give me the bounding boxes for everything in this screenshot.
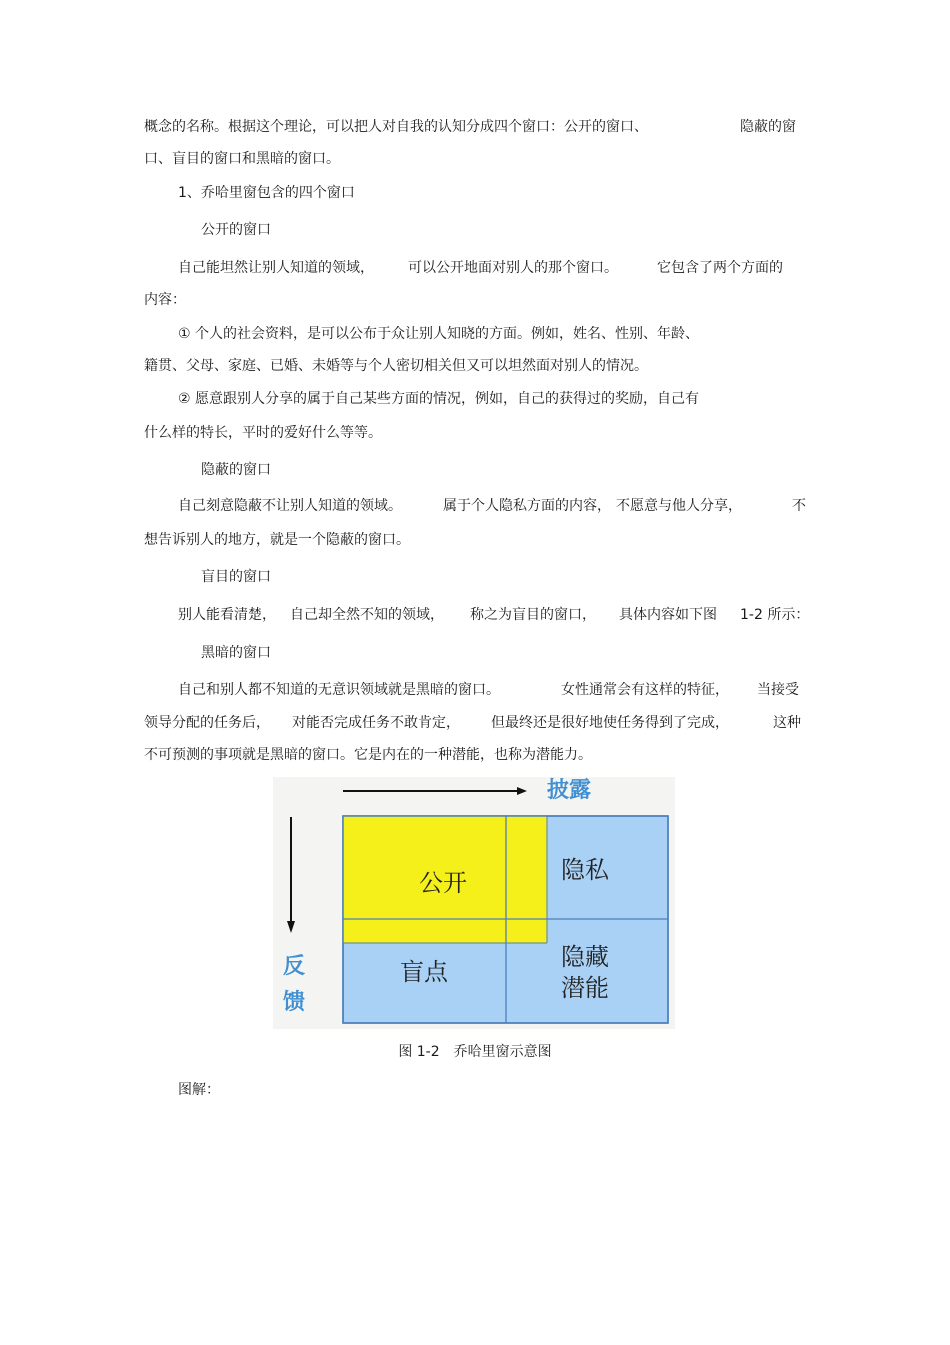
blind-line1-a: 别人能看清楚， xyxy=(178,607,276,623)
para-intro-line2: 口、盲目的窗口和黑暗的窗口。 xyxy=(144,151,340,167)
para-intro-line1: 概念的名称。根据这个理论，可以把人对自我的认知分成四个窗口：公开的窗口、 xyxy=(144,119,648,135)
item1-line1: ① 个人的社会资料，是可以公布于众让别人知晓的方面。例如，姓名、性别、年龄、 xyxy=(178,326,699,342)
johari-window-figure xyxy=(273,777,675,1029)
cell-dark-label-2: 潜能 xyxy=(561,974,609,1002)
caption-text: 乔哈里窗示意图 xyxy=(453,1044,552,1060)
heading-hidden-window: 隐蔽的窗口 xyxy=(201,462,271,478)
hidden-line1-b: 属于个人隐私方面的内容， xyxy=(443,498,611,514)
dark-line2-b: 对能否完成任务不敢肯定， xyxy=(292,715,460,731)
label-disclosure: 披露 xyxy=(547,778,592,803)
blind-line1-b: 自己却全然不知的领域， xyxy=(290,607,444,623)
hidden-line1-d: 不 xyxy=(792,498,806,514)
open-line1-a: 自己能坦然让别人知道的领域， xyxy=(178,260,374,276)
disclosure-arrow-head xyxy=(517,787,527,795)
dark-line1-a: 自己和别人都不知道的无意识领域就是黑暗的窗口。 xyxy=(178,682,500,698)
blind-line1-e: 1-2 所示： xyxy=(740,607,810,623)
para-intro-line1-end: 隐蔽的窗 xyxy=(740,119,796,135)
item1-line2: 籍贯、父母、家庭、已婚、未婚等与个人密切相关但又可以坦然面对别人的情况。 xyxy=(144,358,648,374)
tujie-label: 图解： xyxy=(178,1082,220,1098)
figure-caption xyxy=(0,1043,950,1061)
heading-blind-window: 盲目的窗口 xyxy=(201,569,271,585)
cell-open-label: 公开 xyxy=(419,869,467,897)
dark-line1-b: 女性通常会有这样的特征， xyxy=(561,682,729,698)
label-feedback-1: 反 xyxy=(283,954,306,979)
blind-line1-c: 称之为盲目的窗口， xyxy=(470,607,596,623)
item2-line1: ② 愿意跟别人分享的属于自己某些方面的情况，例如，自己的获得过的奖励，自己有 xyxy=(178,391,699,407)
label-feedback-2: 馈 xyxy=(283,990,306,1015)
dark-line1-c: 当接受 xyxy=(757,682,799,698)
caption-number: 图 1-2 xyxy=(398,1044,440,1060)
heading-open-window: 公开的窗口 xyxy=(201,222,271,238)
dark-line3: 不可预测的事项就是黑暗的窗口。它是内在的一种潜能，也称为潜能力。 xyxy=(144,747,592,763)
feedback-arrow-head xyxy=(287,921,295,933)
dark-line2-a: 领导分配的任务后， xyxy=(144,715,270,731)
cell-blind-label: 盲点 xyxy=(400,958,448,986)
open-line2: 内容： xyxy=(144,292,186,308)
heading-dark-window: 黑暗的窗口 xyxy=(201,645,271,661)
section-heading: 1、乔哈里窗包含的四个窗口 xyxy=(178,185,355,201)
item2-line2: 什么样的特长，平时的爱好什么等等。 xyxy=(144,425,382,441)
dark-line2-d: 这种 xyxy=(773,715,801,731)
blind-line1-d: 具体内容如下图 xyxy=(619,607,717,623)
open-line1-b: 可以公开地面对别人的那个窗口。 xyxy=(408,260,618,276)
open-line1-c: 它包含了两个方面的 xyxy=(657,260,783,276)
hidden-line1-c: 不愿意与他人分享， xyxy=(616,498,742,514)
cell-dark-label-1: 隐藏 xyxy=(561,943,609,971)
hidden-line2: 想告诉别人的地方，就是一个隐蔽的窗口。 xyxy=(144,532,410,548)
hidden-line1-a: 自己刻意隐蔽不让别人知道的领域。 xyxy=(178,498,402,514)
dark-line2-c: 但最终还是很好地使任务得到了完成， xyxy=(491,715,729,731)
cell-hidden-label: 隐私 xyxy=(561,856,609,884)
